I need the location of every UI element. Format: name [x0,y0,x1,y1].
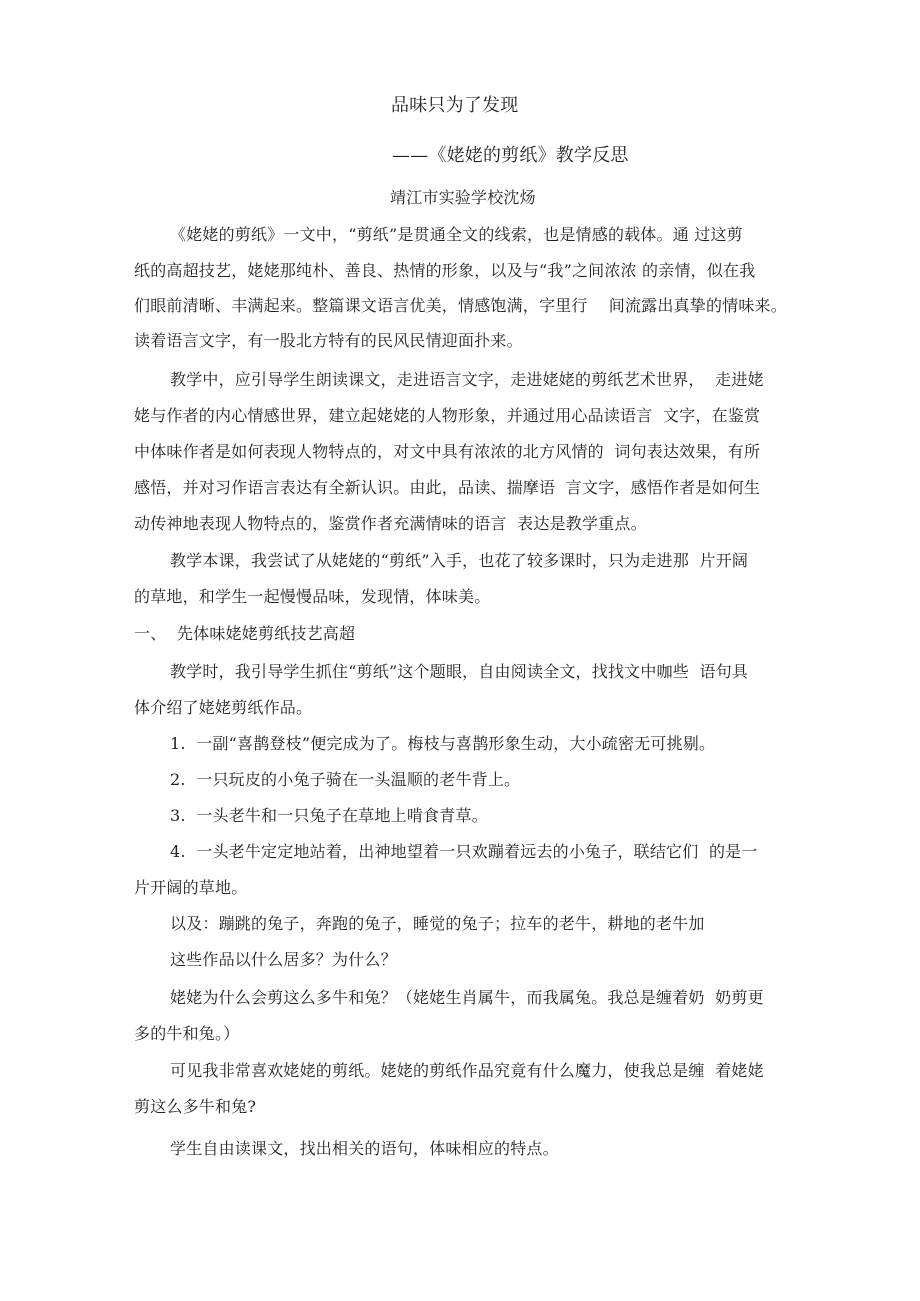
body-line: 姥姥为什么会剪这么多牛和兔？（姥姥生肖属牛，而我属兔。我总是缠着奶 奶剪更 [170,988,764,1007]
list-item: 2. 一只玩皮的小兔子骑在一头温顺的老牛背上。 [170,770,521,789]
body-line: 教学中，应引导学生朗读课文，走进语言文字，走进姥姥的剪纸艺术世界， 走进姥 [170,370,764,389]
body-line: 多的牛和兔。） [134,1024,240,1043]
body-line: 剪这么多牛和兔? [134,1097,257,1116]
body-line: 教学本课，我尝试了从姥姥的“剪纸”入手，也花了较多课时，只为走进那 片开阔 [170,551,749,570]
body-line: 教学时，我引导学生抓住“剪纸”这个题眼，自由阅读全文，找找文中咖些 语句具 [170,662,749,681]
body-line: 这些作品以什么居多？为什么？ [170,950,397,969]
body-line: 中体味作者是如何表现人物特点的，对文中具有浓浓的北方风情的 词句表达效果，有所 [134,442,761,461]
body-line: 《姥姥的剪纸》一文中，“剪纸”是贯通全文的线索，也是情感的载体。通 过这剪 [170,225,743,244]
subtitle: ——《姥姥的剪纸》教学反思 [392,145,629,166]
body-line: 学生自由读课文，找出相关的语句，体味相应的特点。 [170,1139,559,1158]
list-item: 3. 一头老牛和一只兔子在草地上啃食青草。 [170,806,488,825]
main-title: 品味只为了发现 [391,95,519,116]
body-line: 们眼前清晰、丰满起来。整篇课文语言优美，情感饱满，字里行 间流露出真挚的情味来。 [134,296,787,315]
body-line: 可见我非常喜欢姥姥的剪纸。姥姥的剪纸作品究竟有什么魔力，使我总是缠 着姥姥 [170,1061,764,1080]
body-line: 以及：蹦跳的兔子，奔跑的兔子，睡觉的兔子；拉车的老牛，耕地的老牛加 [170,914,705,933]
body-line: 动传神地表现人物特点的，鉴赏作者充满情味的语言 表达是教学重点。 [134,514,647,533]
author-line: 靖江市实验学校沈炀 [390,188,536,207]
body-line: 读着语言文字，有一股北方特有的民风民情迎面扑来。 [134,331,523,350]
section-heading: 一、 先体味姥姥剪纸技艺高超 [134,624,356,643]
body-line: 体介绍了姥姥剪纸作品。 [134,698,313,717]
list-item: 1. 一副“喜鹊登枝”便完成为了。梅枝与喜鹊形象生动，大小疏密无可挑剔。 [170,734,716,753]
list-item: 4. 一头老牛定定地站着，出神地望着一只欢蹦着远去的小兔子，联结它们 的是一 [170,842,758,861]
body-line: 片开阔的草地。 [134,878,248,897]
body-line: 纸的高超技艺，姥姥那纯朴、善良、热情的形象，以及与“我”之间浓浓 的亲情，似在我 [134,261,756,280]
body-line: 姥与作者的内心情感世界，建立起姥姥的人物形象，并通过用心品读语言 文字，在鉴赏 [134,406,761,425]
body-line: 的草地，和学生一起慢慢品味，发现情，体味美。 [134,587,491,606]
body-line: 感悟，并对习作语言表达有全新认识。由此，品读、揣摩语 言文字，感悟作者是如何生 [134,478,761,497]
